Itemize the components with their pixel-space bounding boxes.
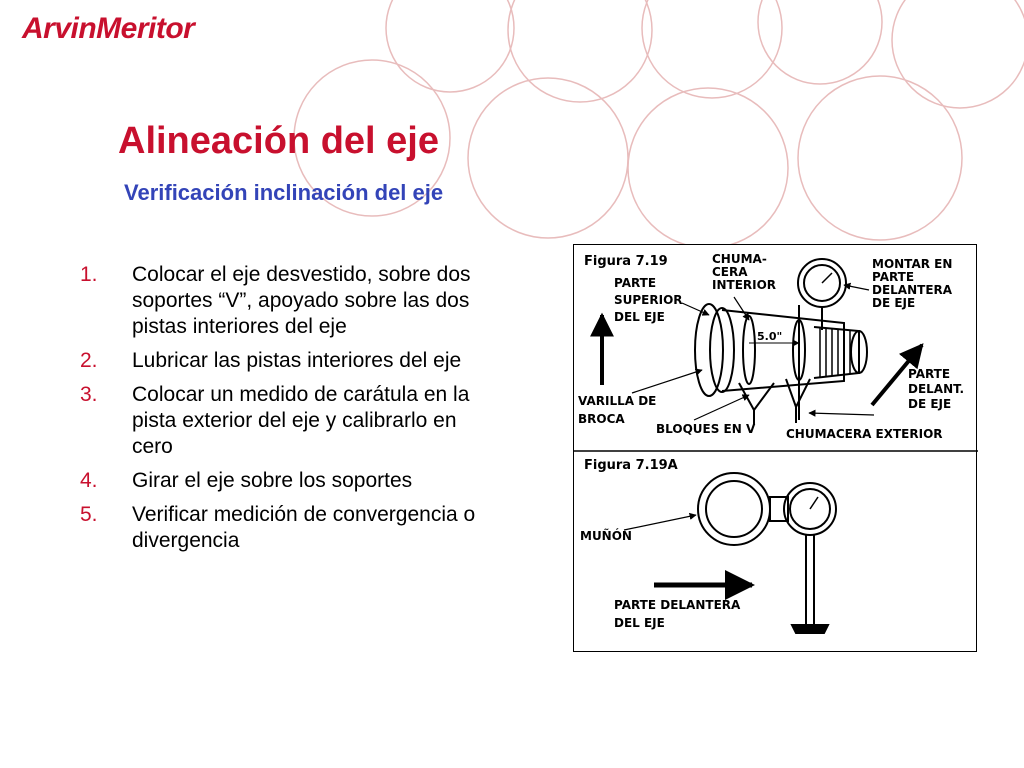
label-montar-3: DELANTERA	[872, 283, 953, 297]
list-item	[80, 348, 500, 374]
list-item	[80, 262, 500, 340]
label-bloques: BLOQUES EN V	[656, 422, 756, 436]
label-delant-3: DE EJE	[908, 397, 952, 411]
label-montar-2: PARTE	[872, 270, 915, 284]
axle-diagram-figure	[573, 244, 977, 652]
label-varilla-2: BROCA	[578, 412, 625, 426]
label-superior-1: PARTE	[614, 276, 657, 290]
label-chumacera-exterior: CHUMACERA EXTERIOR	[786, 427, 943, 441]
step-number: 2.	[80, 349, 98, 372]
step-number: 5.	[80, 503, 98, 526]
step-text: Lubricar las pistas interiores del eje	[132, 349, 462, 372]
list-item	[80, 382, 500, 460]
step-text: Colocar el eje desvestido, sobre dos soportes “V”, apoyado sobre las dos pistas interiores del eje	[132, 263, 471, 338]
step-text: Colocar un medido de carátula en la pista exterior del eje y calibrarlo en cero	[132, 383, 470, 458]
label-delantera-2: DEL EJE	[614, 616, 665, 630]
step-number: 4.	[80, 469, 98, 492]
step-number: 1.	[80, 263, 98, 286]
label-chumacera-interior-3: INTERIOR	[712, 278, 777, 292]
list-item	[80, 502, 500, 554]
step-text: Girar el eje sobre los soportes	[132, 469, 413, 492]
slide-subtitle: Verificación inclinación del eje	[124, 180, 444, 205]
label-munon: MUÑÓN	[580, 529, 632, 543]
axle-diagram	[574, 245, 978, 653]
company-logo: ArvinMeritor	[22, 12, 195, 45]
step-text: Verificar medición de convergencia o divergencia	[132, 503, 476, 552]
list-item	[80, 468, 500, 494]
label-delant-2: DELANT.	[908, 382, 965, 396]
label-superior-2: SUPERIOR	[614, 293, 683, 307]
label-montar-4: DE EJE	[872, 296, 916, 310]
label-superior-3: DEL EJE	[614, 310, 665, 324]
label-delant-1: PARTE	[908, 367, 951, 381]
label-delantera-1: PARTE DELANTERA	[614, 598, 741, 612]
figure-caption-bottom: Figura 7.19A	[584, 458, 678, 473]
label-varilla-1: VARILLA DE	[578, 394, 657, 408]
munon-leader	[624, 515, 696, 530]
slide-title: Alineación del eje	[118, 120, 439, 162]
figure-caption-top: Figura 7.19	[584, 254, 668, 269]
steps-list	[80, 262, 500, 562]
label-montar-1: MONTAR EN	[872, 257, 953, 271]
dimension-label: 5.0"	[757, 330, 783, 343]
label-chumacera-interior-1: CHUMA-	[712, 252, 767, 266]
step-number: 3.	[80, 383, 98, 406]
label-chumacera-interior-2: CERA	[712, 265, 748, 279]
